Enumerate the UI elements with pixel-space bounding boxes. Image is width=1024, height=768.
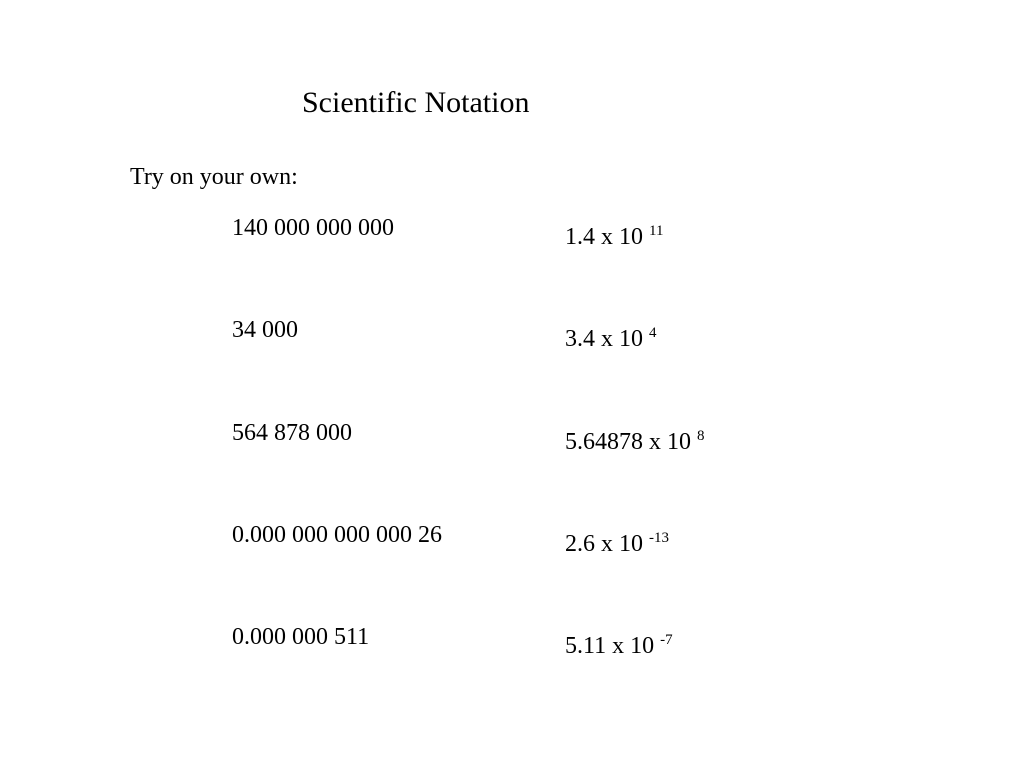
standard-number-4: 0.000 000 000 000 26 — [232, 522, 442, 548]
standard-number-5: 0.000 000 511 — [232, 624, 370, 650]
scientific-answer-2 — [565, 324, 657, 354]
answer-mantissa: 3.4 x 10 — [565, 326, 643, 352]
standard-number-2: 34 000 — [232, 317, 298, 343]
scientific-answer-4 — [565, 529, 669, 559]
answer-exponent: -7 — [660, 632, 673, 648]
answer-exponent: 4 — [649, 325, 657, 341]
scientific-answer-3 — [565, 427, 705, 457]
answer-exponent: 8 — [697, 428, 705, 444]
answer-mantissa: 1.4 x 10 — [565, 224, 643, 250]
answer-mantissa: 5.11 x 10 — [565, 633, 655, 659]
prompt-text: Try on your own: — [130, 164, 298, 190]
scientific-answer-5 — [565, 631, 673, 661]
scientific-answer-1 — [565, 222, 663, 252]
answer-exponent: -13 — [649, 530, 669, 546]
slide-title: Scientific Notation — [302, 86, 530, 119]
standard-number-1: 140 000 000 000 — [232, 215, 394, 241]
answer-exponent: 11 — [649, 223, 664, 239]
answer-mantissa: 2.6 x 10 — [565, 531, 643, 557]
standard-number-3: 564 878 000 — [232, 420, 352, 446]
answer-mantissa: 5.64878 x 10 — [565, 429, 691, 455]
